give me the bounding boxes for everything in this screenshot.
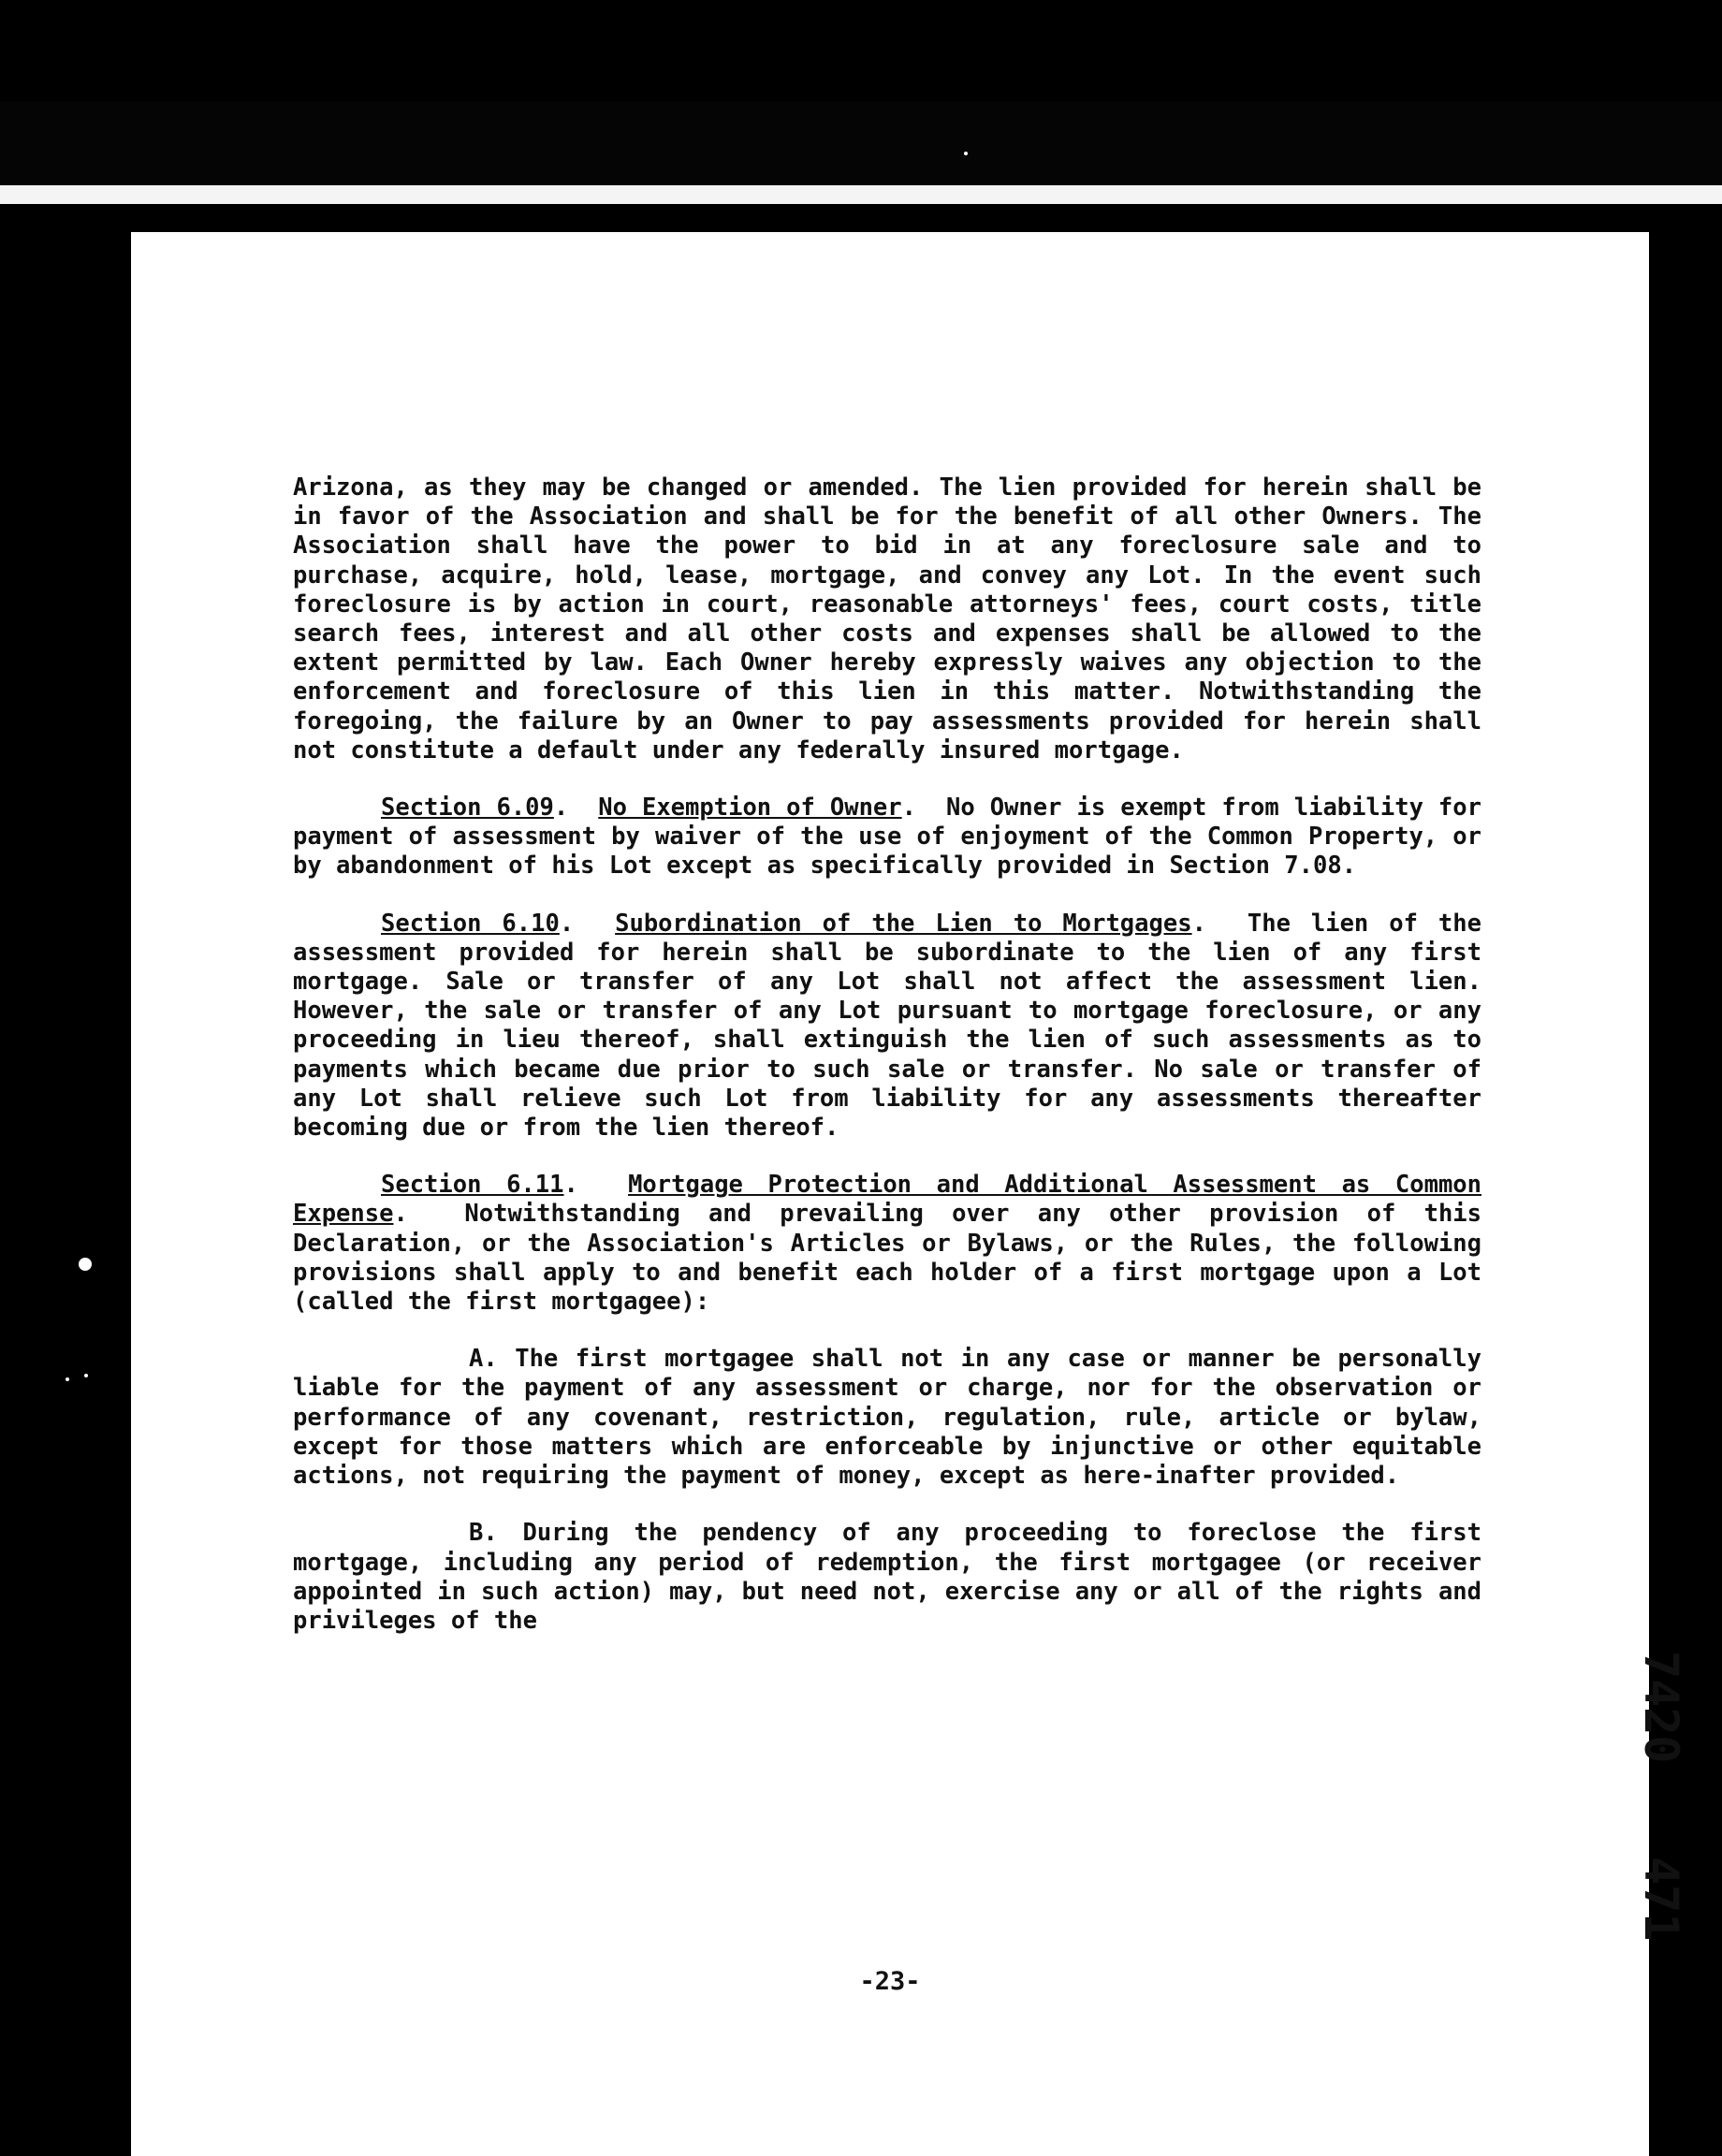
- paragraph-item-b: [293, 1519, 1481, 1636]
- scan-speck: [79, 1258, 92, 1271]
- paragraph-text: B. During the pendency of any proceeding to foreclose the first mortgage, including any period of redemption, the first mortgagee (or receiver appointed in such action) may, but need not, exercise any or all of the rights and privileges of the: [293, 1519, 1481, 1635]
- section-number: Section 6.11: [381, 1171, 564, 1200]
- section-number: Section 6.10: [381, 909, 560, 938]
- section-title: No Exemption of Owner: [598, 794, 902, 823]
- scan-edge-line: [0, 185, 1722, 204]
- recording-stamp: [1632, 1651, 1707, 2025]
- paragraph-lien-continuation: [293, 473, 1481, 765]
- paragraph-section-6-11: Section 6.11. Mortgage Protection and Additional Assessment as Common Expense. Notwithstanding and prevailing over any other provision of this Declaration, or the Association's Articles or Bylaws, or the Rules, the following provisions shall apply to and benefit each holder of a first mortgage upon a Lot (called the first mortgagee):: [293, 1171, 1481, 1317]
- paragraph-text: No Owner is exempt from liability for payment of assessment by waiver of the use of enjoyment of the Common Property, or by abandonment of his Lot except as specifically provided in Section 7.08.: [293, 794, 1481, 881]
- section-title: Subordination of the Lien to Mortgages: [615, 909, 1192, 938]
- scan-speck: [66, 1377, 69, 1381]
- paragraph-text: Arizona, as they may be changed or amended. The lien provided for herein shall be in favor of the Association and shall be for the benefit of all other Owners. The Association shall have the power to bid in at any foreclosure sale and to purchase, acquire, hold, lease, mortgage, and convey any Lot. In the event such foreclosure is by action in court, reasonable attorneys' fees, court costs, title search fees, interest and all other costs and expenses shall be allowed to the extent permitted by law. Each Owner hereby expressly waives any objection to the enforcement and foreclosure of this lien in this matter. Notwithstanding the foregoing, the failure by an Owner to pay assessments provided for herein shall not constitute a default under any federally insured mortgage.: [293, 473, 1481, 765]
- scan-top-black-band: [0, 0, 1722, 101]
- body-text: [293, 473, 1481, 1664]
- paragraph-text: The lien of the assessment provided for herein shall be subordinate to the lien of any first mortgage. Sale or transfer of any Lot shall not affect the assessment lien. However, the sale or transfer of any Lot pursuant to mortgage foreclosure, or any proceeding in lieu thereof, shall extinguish the lien of such assessments as to payments which became due prior to such sale or transfer. No sale or transfer of any Lot shall relieve such Lot from liability for any assessments thereafter becoming due or from the lien thereof.: [293, 909, 1481, 1143]
- paragraph-section-6-09: Section 6.09. No Exemption of Owner. No Owner is exempt from liability for payment of assessment by waiver of the use of enjoyment of the Common Property, or by abandonment of his Lot except as specifically provided in Section 7.08.: [293, 794, 1481, 881]
- document-page: [131, 232, 1688, 2156]
- section-number: Section 6.09: [381, 794, 554, 823]
- page-number: -23-: [859, 1967, 921, 1996]
- stamp-book-number: 7420: [1634, 1651, 1688, 1764]
- scan-speck: [964, 152, 968, 155]
- section-title: Mortgage Protection and Additional Assessment as Common Expense: [293, 1171, 1481, 1229]
- scan-top-dark-strip: [0, 101, 1722, 185]
- paragraph-text: A. The first mortgagee shall not in any case or manner be personally liable for the payment of any assessment or charge, nor for the observation or performance of any covenant, restriction, regulation, rule, article or bylaw, except for those matters which are enforceable by injunctive or other equitable actions, not requiring the payment of money, except as here-inafter provided.: [293, 1345, 1481, 1491]
- stamp-page-number: 471: [1634, 1857, 1688, 1942]
- scan-speck: [84, 1374, 88, 1377]
- paragraph-section-6-10: Section 6.10. Subordination of the Lien to Mortgages. The lien of the assessment provided for herein shall be subordinate to the lien of any first mortgage. Sale or transfer of any Lot shall not affect the assessment lien. However, the sale or transfer of any Lot pursuant to mortgage foreclosure, or any proceeding in lieu thereof, shall extinguish the lien of such assessments as to payments which became due prior to such sale or transfer. No sale or transfer of any Lot shall relieve such Lot from liability for any assessments thereafter becoming due or from the lien thereof.: [293, 909, 1481, 1143]
- paragraph-text: Notwithstanding and prevailing over any other provision of this Declaration, or the Association's Articles or Bylaws, or the Rules, the following provisions shall apply to and benefit each holder of a first mortgage upon a Lot (called the first mortgagee):: [293, 1200, 1481, 1317]
- paragraph-item-a: [293, 1345, 1481, 1491]
